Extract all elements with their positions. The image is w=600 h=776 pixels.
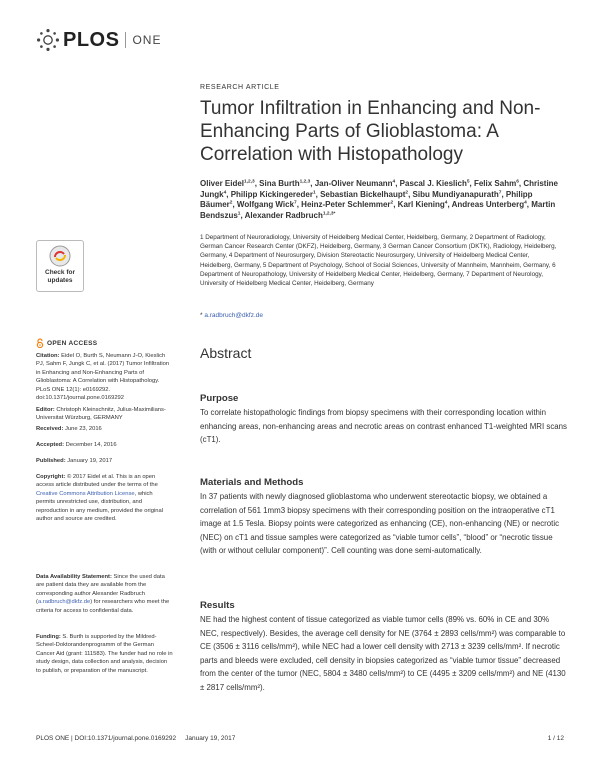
author-affiliation-sup: 2 [229,200,233,206]
check-updates-line1: Check for [45,269,75,276]
purpose-text: To correlate histopathologic findings from biopsy specimens with their corresponding location within enhancing areas, non-enhancing areas and necrotic areas on contrast enhanced T1-weighted MRI scans (cT1). [200,408,567,445]
accepted-date: December 14, 2016 [65,442,117,448]
results-heading: Results [200,600,235,611]
footer-journal: PLOS ONE [36,735,70,742]
editor-label: Editor: [36,407,55,413]
purpose-heading: Purpose [200,393,239,404]
author-affiliation-sup: 4 [223,189,227,195]
author-affiliation-sup: 2 [405,189,409,195]
author-affiliation-sup: 4 [444,200,448,206]
published-block [36,457,173,465]
copyright-label: Copyright: [36,474,66,480]
editor-text: Christoph Kleinschnitz, Julius-Maximilians-Universitat Würzburg, GERMANY [36,407,166,422]
data-availability-text-end: ) for researchers who meet the criteria for access to confidential data. [36,599,170,614]
received-label: Received: [36,426,64,432]
affiliations: 1 Department of Neuroradiology, University of Heidelberg Medical Center, Heidelberg, Germany, 2 Department of Radiology, German Cancer Research Center (DKFZ), Heidelberg, Germany, 3 German Cancer Consortium (DKTK), Radiology, Heidelberg, Germany, 4 Department of Neurosurgery, Division Stereotactic Neurosurgery, University of Heidelberg Medical Center, Heidelberg, Germany, 5 Department of Psychology, School of Social Sciences, University of Mannheim, Mannheim, Germany, 6 Department of Neuropathology, University of Heidelberg Medical Center, Heidelberg, Germany, 7 Department of Neurology, University of Heidelberg Medical Center, Heidelberg, Germany [200,234,557,288]
logo-plos-text: PLOS [63,28,120,51]
funding-label: Funding: [36,634,61,640]
author-name: Sebastian Bickelhaupt$^2$ [320,189,409,199]
footer-date: January 19, 2017 [185,735,236,742]
editor-block [36,406,173,423]
article-title: Tumor Infiltration in Enhancing and Non-Enhancing Parts of Glioblastoma: A Correlation with Histopathology [200,98,541,165]
author-list: Oliver Eidel$^{1,2,3}$, Sina Burth$^{1,2,3}$, Jan-Oliver Neumann$^4$, Pascal J. Kieslich$^5$, Felix Sahm$^6$, Christine Jungk$^4$, Philipp Kickingereder$^1$, Sebastian Bickelhaupt$^2$, Sibu Mundiyanapurath$^7$, Philipp Bäumer$^2$, Wolfgang Wick$^7$, Heinz-Peter Schlemmer$^2$, Karl Kiening$^4$, Andreas Unterberg$^4$, Martin Bendszus$^1$, Alexander Radbruch$^{1,2,3*}$ [200,179,558,220]
data-availability-block [36,573,173,615]
citation-text: Eidel O, Burth S, Neumann J-O, Kieslich PJ, Sahm F, Jungk C, et al. (2017) Tumor Infiltration in Enhancing and Non-Enhancing Parts of Glioblastoma: A Correlation with Histopathology. PLoS ONE 12(1): e0169292. doi:10.1371/journal.pone.0169292 [36,353,170,402]
author-affiliation-sup: 1 [237,211,241,217]
author-name: Christine Jungk$^4$ [200,179,558,199]
data-availability-label: Data Availability Statement: [36,574,112,580]
plos-burst-icon [36,28,60,52]
author-name: Andreas Unterberg$^4$ [451,200,527,210]
copyright-text-end: , which permits unrestricted use, distribution, and reproduction in any medium, provided the original author and source are credited. [36,490,163,523]
accepted-label: Accepted: [36,442,65,448]
author-name: Felix Sahm$^6$ [473,179,519,188]
funding-text: S. Burth is supported by the Mildred-Scheel-Doktorandenprogramm of the German Cancer Aid (grant: 111583). The funder had no role in study design, data collection and analysis, decision to publish, or preparation of the manuscript. [36,634,173,674]
plos-one-logo [36,27,161,53]
open-access-label [36,338,97,348]
citation-label: Citation: [36,353,60,359]
received-date: June 23, 2016 [65,426,102,432]
author-affiliation-sup: 1 [312,189,316,195]
author-affiliation-sup: 5 [466,179,470,185]
published-date: January 19, 2017 [67,458,113,464]
data-availability-email-link[interactable]: a.radbruch@dkfz.de [37,599,91,606]
open-access-text: OPEN ACCESS [47,339,98,347]
corresponding-marker: * [200,312,203,319]
copyright-block [36,473,173,523]
abstract-heading: Abstract [200,345,252,361]
author-affiliation-sup: 1,2,3 [244,179,255,185]
author-affiliation-sup: 7 [498,189,502,195]
methods-text: In 37 patients with newly diagnosed glioblastoma who underwent stereotactic biopsy, we obtained a correlation of 561 1mm3 biopsy specimens with their corresponding position on the intraoperative cT1 image at 1.5 Tesla. Biopsy points were categorized as enhancing (CE), non-enhancing (NE) or necrotic (NEC) on cT1 and tissue samples were categorized as “viable tumor cells”, “blood” or “necrotic tissue (with or without cellular component)”. Cell counting was done semi-automatically. [200,492,560,556]
corresponding-email-link[interactable]: a.radbruch@dkfz.de [204,312,263,319]
author-name: Sibu Mundiyanapurath$^7$ [412,189,502,199]
copyright-text: © 2017 Eidel et al. This is an open access article distributed under the terms of the [36,474,158,489]
author-affiliation-sup: 1,2,3* [322,211,336,217]
open-lock-icon [36,338,44,348]
cc-license-link[interactable]: Creative Commons Attribution License [36,490,135,497]
article-type: RESEARCH ARTICLE [200,84,280,91]
author-affiliation-sup: 4 [524,200,527,206]
author-name: Jan-Oliver Neumann$^4$ [314,179,396,188]
author-affiliation-sup: 1,2,3 [299,179,311,185]
author-name: Pascal J. Kieslich$^5$ [399,179,470,188]
check-for-updates-badge[interactable] [36,240,84,292]
check-updates-icon [49,245,71,267]
funding-block [36,633,173,675]
author-name: Sina Burth$^{1,2,3}$ [259,179,311,188]
page-number: 1 / 12 [547,735,564,742]
footer-left: PLOS ONE | DOI:10.1371/journal.pone.0169292 January 19, 2017 [36,735,236,742]
check-updates-line2: updates [47,276,73,284]
citation-block [36,352,173,402]
author-name: Philipp Bäumer$^2$ [200,189,533,210]
author-name: Alexander Radbruch$^{1,2,3*}$ [244,210,336,220]
check-updates-text [45,269,75,284]
author-affiliation-sup: 6 [516,179,519,185]
footer-doi: DOI:10.1371/journal.pone.0169292 [74,735,177,742]
page-footer [36,735,564,742]
results-text: NE had the highest content of tissue categorized as viable tumor cells (89% vs. 60% in CE and 30% NEC, respectively). Besides, the average cell density for NE (3764 ± 2893 cells/mm²) was comparable to CE (3506 ± 3116 cells/mm²), while NEC had a lower cell density with 2713 ± 3239 cells/mm². If necrotic parts and bleeds were excluded, cell density in biopsies categorized as “viable tumor tissue” decreased from the center of the tumor (NEC, 5804 ± 3480 cells/mm²) to CE (4495 ± 3209 cells/mm²) and NE (4130 ± 2817 cells/mm²). [200,615,566,692]
author-name: Martin Bendszus$^1$ [200,200,556,220]
published-label: Published: [36,458,66,464]
author-affiliation-sup: 7 [294,200,297,206]
accepted-block [36,441,173,449]
logo-divider [125,32,126,48]
author-name: Oliver Eidel$^{1,2,3}$ [200,179,255,188]
methods-heading: Materials and Methods [200,477,304,488]
logo-journal-text: ONE [132,33,162,47]
author-affiliation-sup: 4 [392,179,396,185]
author-name: Heinz-Peter Schlemmer$^2$ [301,200,394,210]
author-name: Karl Kiening$^4$ [397,200,448,210]
author-name: Wolfgang Wick$^7$ [236,200,297,210]
corresponding-author [200,312,263,319]
received-block [36,425,173,433]
author-affiliation-sup: 2 [390,200,394,206]
author-name: Philipp Kickingereder$^1$ [230,189,316,199]
data-availability-text: Since the used data are patient data they are available from the corresponding author Alexander Radbruch ( [36,574,165,606]
